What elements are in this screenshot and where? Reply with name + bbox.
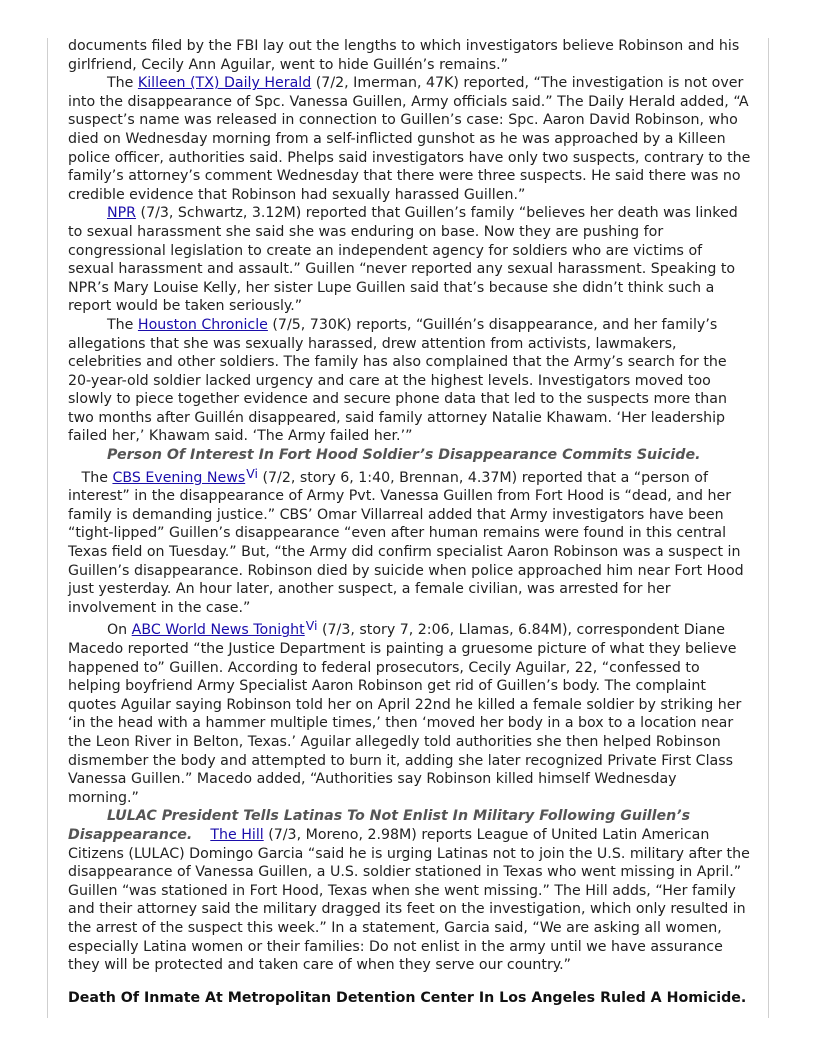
paragraph-text: (7/3, Schwartz, 3.12M) reported that Guillen’s family “believes her death was linked to sexual harassment she said she was enduring on base. Now they are pushing for congressional legislation to create an independent agency for soldiers who are victims of sexual harassment and assault.” Guillen “never reported any sexual harassment. Speaking to NPR’s Mary Louise Kelly, her sister Lupe Guillen said that’s because she didn’t think such a report would be taken seriously.” [68,205,738,315]
paragraph-abc-world-news [68,617,751,807]
paragraph-lead-text: The [68,469,113,486]
paragraph-killeen-herald [68,74,751,204]
paragraph-text: (7/2, Imerman, 47K) reported, “The investigation is not over into the disappearance of Spc. Vanessa Guillen, Army officials said.” The Daily Herald added, “A suspect’s name was released in connection to Guillen’s case: Spc. Aaron David Robinson, who died on Wednesday morning from a self-inflicted gunshot as he was approached by a Killeen police officer, authorities said. Phelps said investigators have only two suspects, contrary to the family’s attorney’s comment Wednesday that there were three suspects. He said there was no credible evidence that Robinson had sexually harassed Guillen.” [68,75,751,203]
right-margin-rule [768,38,769,1018]
document-body [68,37,751,1007]
paragraph-npr [68,204,751,316]
story-heading-suicide: Person Of Interest In Fort Hood Soldier’s Disappearance Commits Suicide. [107,447,701,464]
paragraph-continuation: documents filed by the FBI lay out the lengths to which investigators believe Robinson and his girlfriend, Cecily Ann Aguilar, went to hide Guillén’s remains.” [68,38,740,73]
killeen-herald-link[interactable]: Killeen (TX) Daily Herald [137,75,312,92]
paragraph-lead-text: The [107,316,138,333]
paragraph-lead-text: The [107,75,138,92]
the-hill-link[interactable]: The Hill [210,826,264,843]
cbs-evening-news-link[interactable]: CBS Evening News [112,469,246,486]
houston-chronicle-link[interactable]: Houston Chronicle [137,316,268,333]
paragraph-text: (7/3, Moreno, 2.98M) reports League of United Latin American Citizens (LULAC) Domingo Garcia “said he is urging Latinas not to join the U.S. military after the disappearance of Vanessa Guillen, a U.S. soldier stationed in Texas who went missing in April.” Guillen “was stationed in Fort Hood, Texas when she went missing.” The Hill adds, “Her family and their attorney said the military dragged its feet on the investigation, which only resulted in the arrest of the suspect this week.” In a statement, Garcia said, “We are asking all women, especially Latina women or their families: Do not enlist in the army until we have assurance they will be protected and taken care of when they serve our country.” [68,826,750,974]
video-icon-badge[interactable]: Vi [246,465,258,481]
paragraph-lead-text: On [107,622,132,639]
paragraph-text: (7/3, story 7, 2:06, Llamas, 6.84M), correspondent Diane Macedo reported “the Justice Department is painting a gruesome picture of what they believe happened to” Guillen. According to federal prosecutors, Cecily Aguilar, 22, “confessed to helping boyfriend Army Specialist Aaron Robinson get rid of Guillen’s body. The complaint quotes Aguilar saying Robinson told her on April 22nd he killed a female soldier by striking her ‘in the head with a hammer multiple times,’ then ‘moved her body in a box to a location near the Leon River in Belton, Texas.’ Aguilar allegedly told authorities she then helped Robinson dismember the body and attempted to burn it, adding she later recognized Private First Class Vanessa Guillen.” Macedo added, “Authorities say Robinson killed himself Wednesday morning.” [68,622,742,806]
left-margin-rule [47,38,48,1018]
npr-link[interactable]: NPR [107,205,137,222]
section-heading-inmate-death: Death Of Inmate At Metropolitan Detention Center In Los Angeles Ruled A Homicide. [68,989,747,1006]
story-heading-lulac: LULAC President Tells Latinas To Not Enlist In Military Following Guillen’s Disappearance. [68,808,691,843]
paragraph-the-hill [68,807,751,974]
abc-world-news-link[interactable]: ABC World News Tonight [131,622,305,639]
paragraph-cbs-evening-news [68,446,751,617]
paragraph-lead-text [192,827,210,843]
paragraph-houston-chronicle [68,316,751,446]
paragraph-text: (7/5, 730K) reports, “Guillén’s disappearance, and her family’s allegations that she was sexually harassed, drew attention from activists, lawmakers, celebrities and other soldiers. The family has also complained that the Army’s search for the 20-year-old soldier lacked urgency and care at the highest levels. Investigators moved too slowly to piece together evidence and secure phone data that led to the suspects more than two months after Guillén disappeared, said family attorney Natalie Khawam. ‘Her leadership failed her,’ Khawam said. ‘The Army failed her.’” [68,316,727,445]
video-icon-badge[interactable]: Vi [305,618,318,634]
paragraph-text: (7/2, story 6, 1:40, Brennan, 4.37M) reported that a “person of interest” in the disappearance of Army Pvt. Vanessa Guillen from Fort Hood is “dead, and her family is demanding justice.” CBS’ Omar Villarreal added that Army investigators have been “tight-lipped” Guillen’s disappearance “even after human remains were found in this central Texas field on Tuesday.” But, “the Army did confirm specialist Aaron Robinson was a suspect in Guillen’s disappearance. Robinson died by suicide when police approached him near Fort Hood just yesterday. An hour later, another suspect, a female civilian, was arrested for her involvement in the case.” [68,469,744,616]
